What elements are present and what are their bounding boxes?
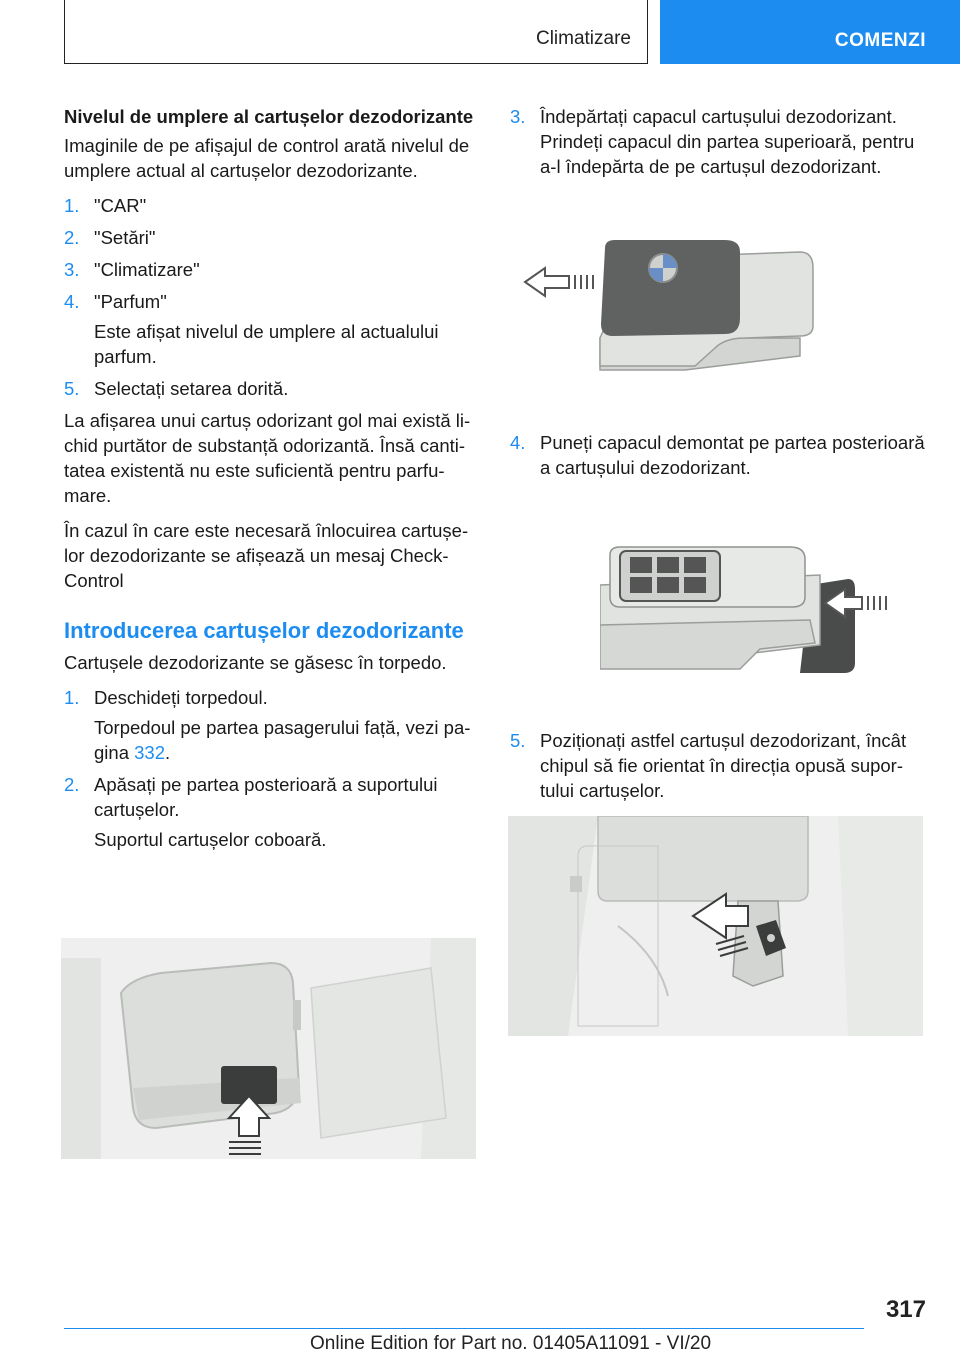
section-intro: Cartușele dezodorizante se găsesc în torpedo. [64, 652, 447, 673]
empty-cartridge-paragraph: La afișarea unui cartuș odorizant gol mai există lichid purtător de substanță odorizantă. Însă cantitatea existentă nu este suficientă pentru parfumare. [64, 410, 471, 506]
list-item [64, 772, 478, 822]
fill-level-intro: Imaginile de pe afișajul de control arată nivelul de umplere actual al cartușelor dezodorizante. [64, 135, 470, 181]
step-number: 3. [510, 106, 526, 127]
section-title: Introducerea cartușelor dezodorizante [64, 618, 464, 643]
step-subtext: Este afișat nivelul de umplere al actualului parfum. [94, 321, 439, 367]
step-number: 5. [510, 730, 526, 751]
step-text: Apăsați pe partea posterioară a suportului cartușelor. [94, 774, 438, 820]
step-subtext [64, 715, 478, 765]
step-number: 2. [64, 227, 80, 248]
header-chapter-tab[interactable] [660, 0, 960, 64]
step-number: 3. [64, 259, 80, 280]
step-number: 4. [64, 291, 80, 312]
list-item [64, 225, 478, 250]
step-text: Îndepărtați capacul cartușului dezodorizant. Prindeți capacul din partea superioară, pentru a-l îndepărta de pe cartușul dezodorizant. [540, 106, 915, 177]
step-subtext-post: . [165, 742, 171, 763]
right-step5-block [510, 728, 926, 810]
footer-divider [64, 1328, 864, 1329]
step-text: "Climatizare" [94, 259, 200, 280]
page-link[interactable]: 332 [134, 742, 165, 763]
step-number: 5. [64, 378, 80, 399]
step-text: "Parfum" [94, 291, 167, 312]
step-number: 1. [64, 195, 80, 216]
place-cover-image [600, 545, 900, 675]
step-text: Deschideți torpedoul. [94, 687, 268, 708]
step-text: Selectați setarea dorită. [94, 378, 289, 399]
step-number: 1. [64, 687, 80, 708]
step-number: 2. [64, 774, 80, 795]
right-column [510, 104, 926, 186]
header-section-box [64, 0, 648, 64]
left-column [64, 104, 478, 859]
right-step4-block [510, 430, 926, 487]
header-chapter-label: COMENZI [834, 30, 926, 51]
step-text: "Setări" [94, 227, 156, 248]
list-item [64, 289, 478, 314]
list-item [64, 685, 478, 710]
page-number: 317 [885, 1296, 926, 1323]
footer-edition: Online Edition for Part no. 01405A11091 - VI/20 [310, 1333, 712, 1354]
step-text: Puneți capacul demontat pe partea posterioară a cartușului dezodorizant. [540, 432, 925, 478]
remove-cover-image [515, 238, 815, 373]
list-item [64, 193, 478, 218]
list-item [510, 728, 926, 803]
list-item [510, 430, 926, 480]
insert-cartridge-image [508, 816, 923, 1036]
step-text: "CAR" [94, 195, 147, 216]
step-subtext: Suportul cartușelor coboară. [94, 829, 327, 850]
list-item [510, 104, 926, 179]
step-text: Poziționați astfel cartușul dezodorizant, încât chipul să fie orientat în direcția opusă suportului cartușelor. [540, 730, 907, 801]
step-subtext-pre: Torpedoul pe partea pasagerului față, vezi pagina [94, 717, 471, 763]
step-number: 4. [510, 432, 526, 453]
list-item [64, 376, 478, 401]
header-section-title: Climatizare [535, 28, 631, 49]
fill-level-heading: Nivelul de umplere al cartușelor dezodorizante [64, 106, 474, 127]
list-item [64, 257, 478, 282]
check-control-paragraph: În cazul în care este necesară înlocuirea cartușelor dezodorizante se afișează un mesaj Check-Control [64, 520, 469, 591]
glovebox-holder-image [61, 938, 476, 1159]
